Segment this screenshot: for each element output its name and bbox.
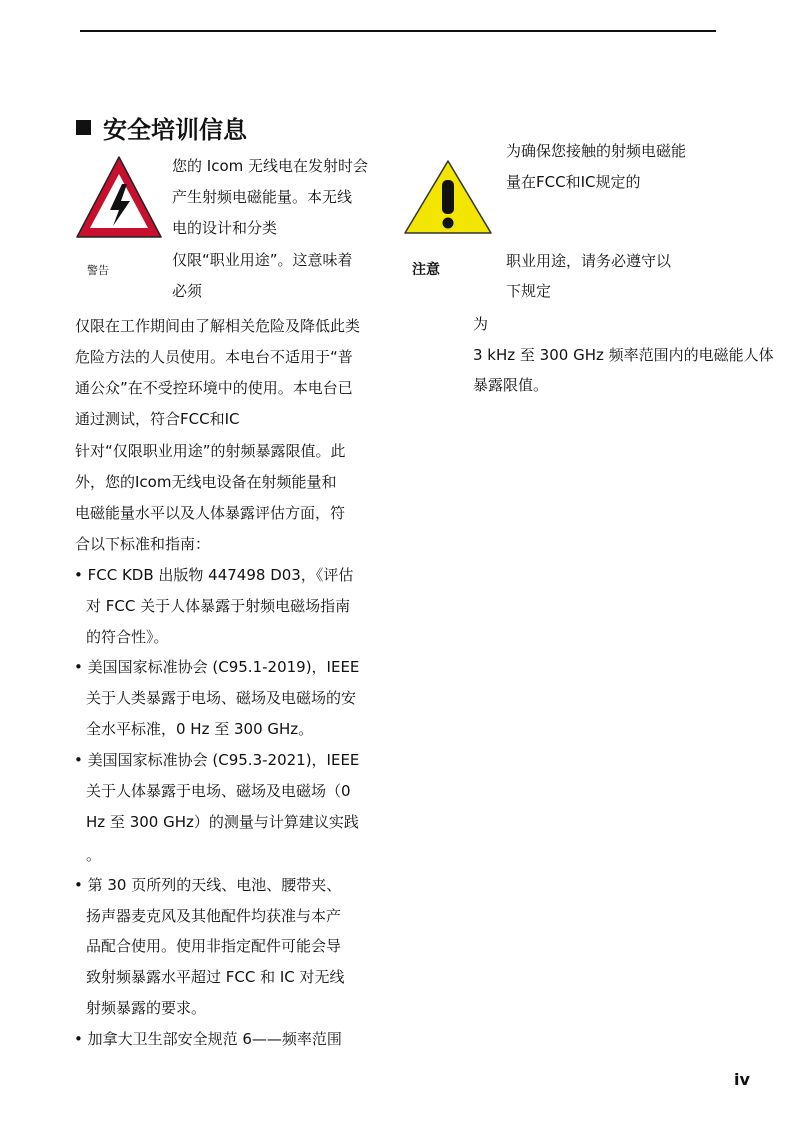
section-title xyxy=(76,110,247,145)
caution-line: 量在FCC和IC规定的 xyxy=(506,173,641,191)
exclamation-caution-icon xyxy=(402,158,494,236)
right-body-line: 暴露限值。 xyxy=(473,376,549,394)
bullet-line: • 美国国家标准协会 (C95.3-2021)，IEEE xyxy=(74,751,360,769)
bullet-line: 全水平标准，0 Hz 至 300 GHz。 xyxy=(86,720,314,738)
bullet-line: 关于人体暴露于电场、磁场及电磁场（0 xyxy=(86,782,351,800)
bullet-line: 。 xyxy=(86,846,102,864)
section-title-text: 安全培训信息 xyxy=(103,116,247,144)
left-body-line: 通公众”在不受控环境中的使用。本电台已 xyxy=(75,379,353,397)
square-bullet-icon xyxy=(76,120,91,135)
page-number: iv xyxy=(734,1070,750,1089)
caution-line: 职业用途，请务必遵守以 xyxy=(506,252,672,270)
bullet-line: 扬声器麦克风及其他配件均获准与本产 xyxy=(86,907,342,925)
bullet-line: 关于人类暴露于电场、磁场及电磁场的安 xyxy=(86,689,357,707)
left-body-line: 危险方法的人员使用。本电台不适用于“普 xyxy=(75,348,353,366)
warning-caption: 警告 xyxy=(87,264,109,277)
left-body-line: 电磁能量水平以及人体暴露评估方面，符 xyxy=(75,504,346,522)
right-body-line: 3 kHz 至 300 GHz 频率范围内的电磁能人体 xyxy=(473,346,774,364)
warning-intro-line: 产生射频电磁能量。本无线 xyxy=(172,188,353,206)
warning-intro-line: 仅限“职业用途”。这意味着 xyxy=(172,251,353,269)
bullet-line: • 美国国家标准协会 (C95.1-2019)，IEEE xyxy=(74,658,360,676)
bullet-line: 射频暴露的要求。 xyxy=(86,999,207,1017)
bullet-line: Hz 至 300 GHz）的测量与计算建议实践 xyxy=(86,813,359,831)
left-body-line: 仅限在工作期间由了解相关危险及降低此类 xyxy=(75,317,361,335)
left-body-line: 外，您的Icom无线电设备在射频能量和 xyxy=(75,473,337,491)
right-body-line: 为 xyxy=(473,315,489,333)
bullet-line: • FCC KDB 出版物 447498 D03，《评估 xyxy=(74,566,354,584)
caution-caption: 注意 xyxy=(412,262,440,278)
caution-line: 下规定 xyxy=(506,282,552,300)
warning-intro-line: 必须 xyxy=(172,282,203,300)
bullet-line: • 加拿大卫生部安全规范 6——频率范围 xyxy=(74,1030,342,1048)
bullet-line: • 第 30 页所列的天线、电池、腰带夹、 xyxy=(74,876,342,894)
left-body-line: 通过测试，符合FCC和IC xyxy=(75,410,240,428)
high-voltage-warning-icon xyxy=(74,154,164,240)
bullet-line: 对 FCC 关于人体暴露于射频电磁场指南 xyxy=(86,597,351,615)
bullet-line: 品配合使用。使用非指定配件可能会导 xyxy=(86,937,342,955)
left-body-line: 针对“仅限职业用途”的射频暴露限值。此 xyxy=(75,442,346,460)
caution-line: 为确保您接触的射频电磁能 xyxy=(506,142,687,160)
warning-intro-line: 您的 Icom 无线电在发射时会 xyxy=(172,157,368,175)
bullet-line: 致射频暴露水平超过 FCC 和 IC 对无线 xyxy=(86,968,345,986)
left-body-line: 合以下标准和指南： xyxy=(75,535,211,553)
warning-intro-line: 电的设计和分类 xyxy=(172,219,278,237)
bullet-line: 的符合性》。 xyxy=(86,628,169,646)
header-rule xyxy=(80,30,716,32)
